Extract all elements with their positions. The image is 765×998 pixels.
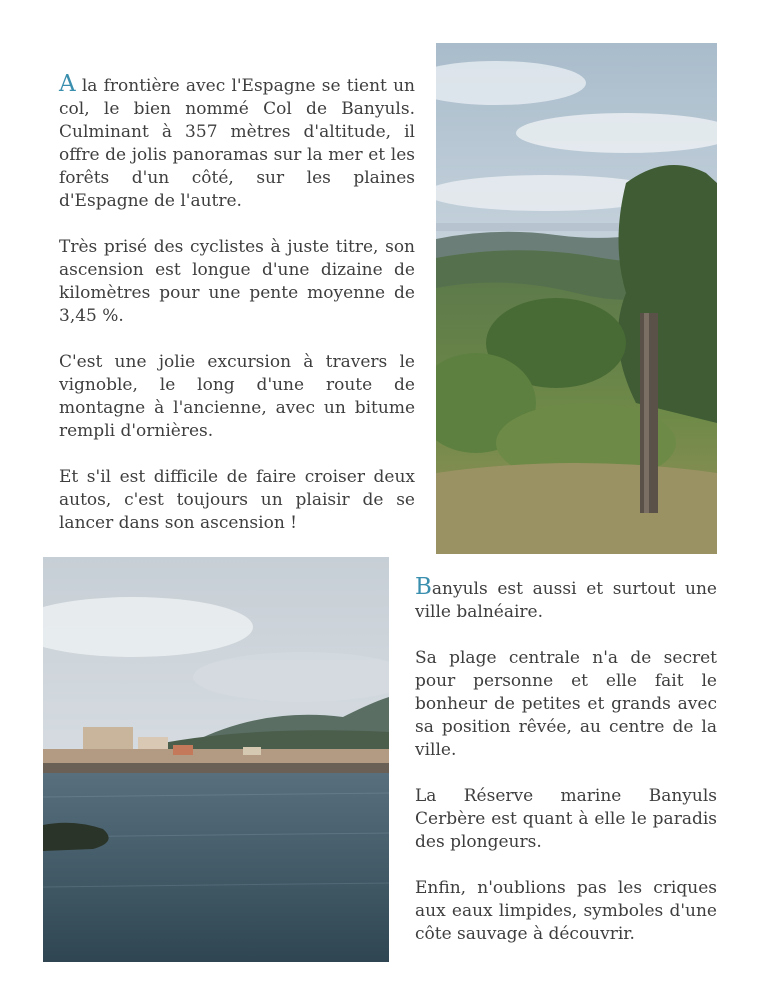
col-paragraph-4: Et s'il est difficile de faire croiser deux autos, c'est toujours un plaisir de se lancer dans son ascension ! <box>59 467 415 533</box>
col-paragraph-3: C'est une jolie excursion à travers le vignoble, le long d'une route de montagne à l'ancienne, avec un bitume rempli d'ornières. <box>59 352 415 441</box>
col-paragraph-1 <box>59 73 415 213</box>
mountain-landscape-illustration <box>436 43 717 554</box>
dropcap-b: B <box>415 574 432 600</box>
harbor-illustration <box>43 557 389 962</box>
banyuls-town-text <box>415 576 717 946</box>
col-paragraph-1-text: la frontière avec l'Espagne se tient un col, le bien nommé Col de Banyuls. Culminant à 357 mètres d'altitude, il offre de jolis panoramas sur la mer et les forêts d'un côté, sur les plaines d'Espagne de l'autre. <box>59 76 415 211</box>
banyuls-paragraph-1-text: anyuls est aussi et surtout une ville balnéaire. <box>415 579 717 622</box>
col-de-banyuls-text <box>59 73 415 535</box>
banyuls-paragraph-1 <box>415 576 717 624</box>
mountain-landscape-photo <box>436 43 717 554</box>
dropcap-a: A <box>59 71 76 97</box>
banyuls-paragraph-3: La Réserve marine Banyuls Cerbère est quant à elle le paradis des plongeurs. <box>415 786 717 852</box>
col-paragraph-2: Très prisé des cyclistes à juste titre, son ascension est longue d'une dizaine de kilomètres pour une pente moyenne de 3,45 %. <box>59 237 415 326</box>
banyuls-paragraph-2: Sa plage centrale n'a de secret pour personne et elle fait le bonheur de petites et grands avec sa position rêvée, au centre de la ville. <box>415 648 717 760</box>
harbor-photo <box>43 557 389 962</box>
banyuls-paragraph-4: Enfin, n'oublions pas les criques aux eaux limpides, symboles d'une côte sauvage à découvrir. <box>415 878 717 944</box>
